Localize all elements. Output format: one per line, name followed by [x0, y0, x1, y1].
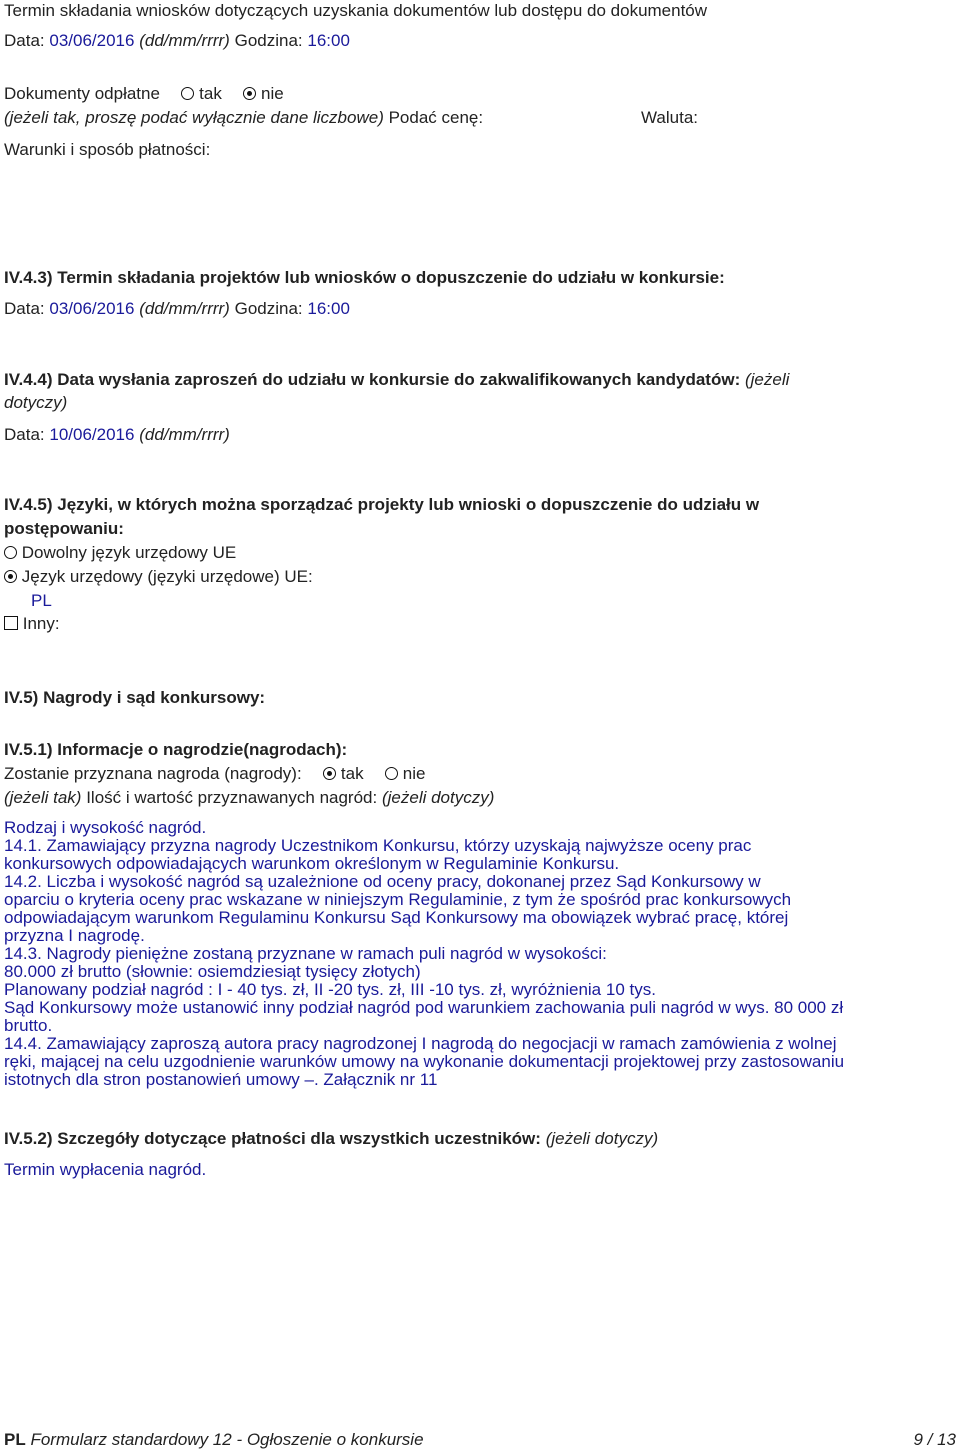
- award-qty-note: (jeżeli dotyczy): [381, 788, 495, 807]
- checkbox-other-language-label: Inny:: [22, 614, 60, 633]
- radio-tak-label: tak: [199, 84, 222, 103]
- price-row: [4, 108, 483, 128]
- time-value: 16:00: [307, 31, 350, 50]
- paid-documents-row: [4, 84, 284, 104]
- section-title-iv-4-3: IV.4.3) Termin składania projektów lub wniosków o dopuszczenie do udziału w konkursie:: [4, 268, 725, 287]
- award-line: brutto.: [4, 1016, 53, 1035]
- award-line: 80.000 zł brutto (słownie: osiemdziesiąt tysięcy złotych): [4, 962, 421, 981]
- award-line: oparciu o kryteria oceny prac wskazane w niniejszym Regulaminie, z tym że spośród prac konkursowych: [4, 890, 792, 909]
- iv-4-4-heading: IV.4.4) Data wysłania zaproszeń do udziału w konkursie do zakwalifikowanych kandydatów:: [4, 370, 741, 389]
- iv-4-4-note-cont: dotyczy): [4, 393, 68, 412]
- date-format: (dd/mm/rrrr): [139, 299, 230, 318]
- award-line: ręki, mającej na celu uzgodnienie warunków umowy na wykonanie dokumentacji projektowej przy zastosowaniu: [4, 1052, 845, 1071]
- iv-5-2-heading: IV.5.2) Szczegóły dotyczące płatności dla wszystkich uczestników:: [4, 1129, 541, 1148]
- award-line: istotnych dla stron postanowień umowy –. Załącznik nr 11: [4, 1070, 438, 1089]
- iv-4-4-date-row: [4, 425, 230, 445]
- time-value: 16:00: [307, 299, 350, 318]
- section-title-iv-4-5: IV.4.5) Języki, w których można sporządzać projekty lub wnioski o dopuszczenie do udziału w: [4, 495, 760, 514]
- section-title-iv-4-5-cont: postępowaniu:: [4, 519, 124, 538]
- award-line: 14.2. Liczba i wysokość nagród są uzależnione od oceny pracy, dokonanej przez Sąd Konkursowy w: [4, 872, 761, 891]
- award-line: 14.4. Zamawiający zaproszą autora pracy nagrodzonej I nagrodą do negocjacji w ramach zamówienia z wolnej: [4, 1034, 837, 1053]
- radio-official-language[interactable]: [4, 570, 17, 583]
- section-title-iv-5-2: [4, 1129, 658, 1149]
- footer-form-name: Formularz standardowy 12 - Ogłoszenie o konkursie: [30, 1430, 424, 1449]
- radio-award-tak[interactable]: [323, 767, 336, 780]
- award-label: Zostanie przyznana nagroda (nagrody):: [4, 764, 302, 783]
- language-option-other: [4, 614, 60, 634]
- checkbox-other-language[interactable]: [4, 616, 18, 630]
- iv-4-3-date-row: [4, 299, 350, 319]
- iv-4-4-note: (jeżeli: [744, 370, 790, 389]
- award-line: 14.3. Nagrody pieniężne zostaną przyznane w ramach puli nagród w wysokości:: [4, 944, 607, 963]
- radio-award-nie[interactable]: [385, 767, 398, 780]
- date-label: Data:: [4, 31, 45, 50]
- award-line: Rodzaj i wysokość nagród.: [4, 818, 207, 837]
- award-line: konkursowych odpowiadających warunkom określonym w Regulaminie Konkursu.: [4, 854, 620, 873]
- section-title-documents-deadline: Termin składania wniosków dotyczących uzyskania dokumentów lub dostępu do dokumentów: [4, 1, 708, 20]
- language-option-any: [4, 543, 236, 563]
- radio-any-language-label: Dowolny język urzędowy UE: [21, 543, 237, 562]
- section-title-iv-4-4: [4, 370, 789, 390]
- radio-nie-label: nie: [261, 84, 284, 103]
- price-label: Podać cenę:: [388, 108, 484, 127]
- award-description: [4, 819, 958, 1089]
- section-title-iv-5: IV.5) Nagrody i sąd konkursowy:: [4, 688, 266, 707]
- section-title-iv-5-1: IV.5.1) Informacje o nagrodzie(nagrodach):: [4, 740, 348, 759]
- iv-5-2-note: (jeżeli dotyczy): [545, 1129, 659, 1148]
- date-format: (dd/mm/rrrr): [139, 31, 230, 50]
- award-line: przyzna I nagrodę.: [4, 926, 145, 945]
- date-format: (dd/mm/rrrr): [139, 425, 230, 444]
- language-code: PL: [31, 591, 52, 610]
- payment-term-text: Termin wypłacenia nagród.: [4, 1160, 207, 1179]
- award-row: [4, 764, 425, 784]
- date-label: Data:: [4, 425, 45, 444]
- time-label: Godzina:: [234, 31, 303, 50]
- radio-any-language[interactable]: [4, 546, 17, 559]
- time-label: Godzina:: [234, 299, 303, 318]
- price-note: (jeżeli tak, proszę podać wyłącznie dane liczbowe): [4, 108, 384, 127]
- radio-tak[interactable]: [181, 87, 194, 100]
- award-line: 14.1. Zamawiający przyzna nagrody Uczestnikom Konkursu, którzy uzyskają najwyższe oceny prac: [4, 836, 752, 855]
- documents-deadline-row: [4, 31, 350, 51]
- radio-award-nie-label: nie: [402, 764, 426, 783]
- award-qty-label: Ilość i wartość przyznawanych nagród:: [86, 788, 378, 807]
- payment-conditions-label: Warunki i sposób płatności:: [4, 140, 211, 159]
- date-value: 03/06/2016: [49, 31, 135, 50]
- page-footer: [4, 1430, 956, 1450]
- date-value: 03/06/2016: [49, 299, 135, 318]
- radio-award-tak-label: tak: [340, 764, 364, 783]
- radio-official-language-label: Język urzędowy (języki urzędowe) UE:: [21, 567, 313, 586]
- date-label: Data:: [4, 299, 45, 318]
- paid-documents-label: Dokumenty odpłatne: [4, 84, 160, 103]
- award-line: Sąd Konkursowy może ustanowić inny podział nagród pod warunkiem zachowania puli nagród w wys. 80 000 zł: [4, 998, 844, 1017]
- footer-page-number: 9 / 13: [913, 1430, 956, 1449]
- language-option-official: [4, 567, 313, 587]
- award-condition: (jeżeli tak): [4, 788, 82, 807]
- award-qty-row: [4, 788, 494, 808]
- award-line: odpowiadającym warunkom Regulaminu Konkursu Sąd Konkursowy ma obowiązek wybrać pracę, której: [4, 908, 789, 927]
- date-value: 10/06/2016: [49, 425, 135, 444]
- footer-lang: PL: [4, 1430, 26, 1449]
- radio-nie[interactable]: [243, 87, 256, 100]
- currency-label: Waluta:: [641, 108, 699, 127]
- award-line: Planowany podział nagród : I - 40 tys. zł, II -20 tys. zł, III -10 tys. zł, wyróżnienia 10 tys.: [4, 980, 656, 999]
